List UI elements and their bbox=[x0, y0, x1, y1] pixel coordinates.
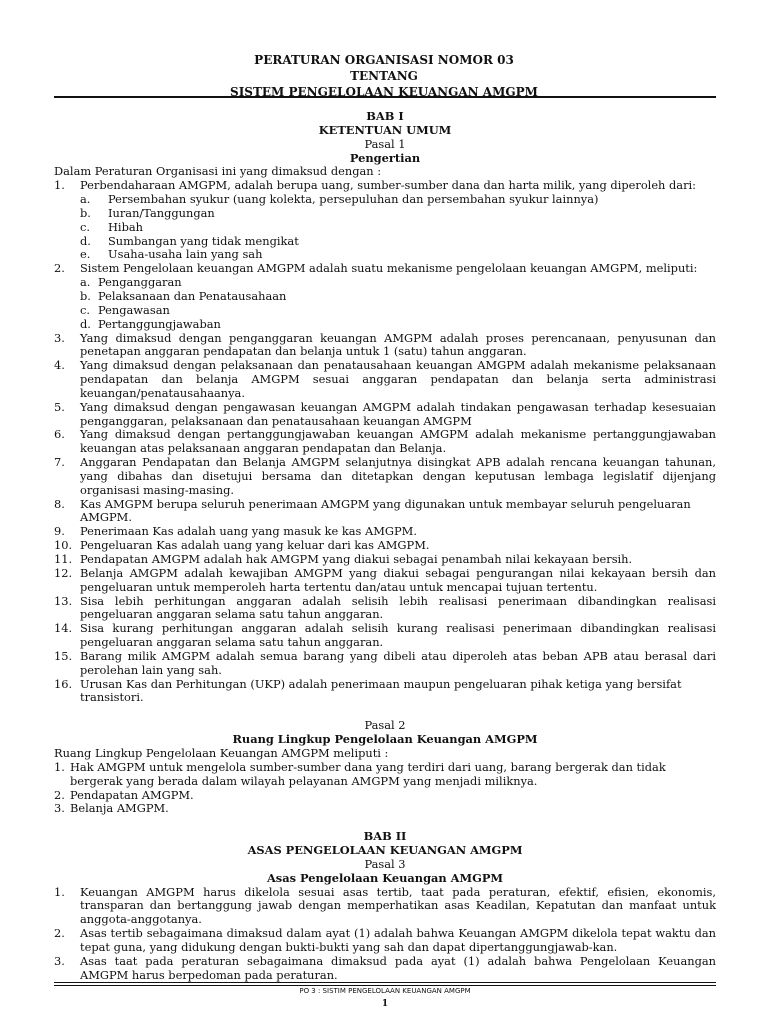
item-number: 16. bbox=[54, 676, 73, 691]
list-item bbox=[54, 761, 716, 789]
sub-letter: b. bbox=[80, 205, 91, 220]
item-number: 13. bbox=[54, 593, 73, 608]
item-text: Sisa lebih perhitungan anggaran adalah selisih lebih realisasi penerimaan dibandingkan realisasi pengeluaran anggaran selama satu tahun anggaran. bbox=[80, 593, 716, 622]
item-number: 2. bbox=[54, 787, 65, 802]
sub-text: Persembahan syukur (uang kolekta, persepuluhan dan persembahan syukur lainnya) bbox=[108, 192, 599, 207]
list-item bbox=[54, 428, 716, 456]
item-number: 6. bbox=[54, 427, 65, 442]
item-text: Sistem Pengelolaan keuangan AMGPM adalah suatu mekanisme pengelolaan keuangan AMGPM, meliputi: bbox=[80, 261, 698, 276]
bab2-title: BAB II bbox=[363, 829, 407, 844]
list-item bbox=[54, 401, 716, 429]
item-number: 1. bbox=[54, 759, 65, 774]
pasal2-label: Pasal 2 bbox=[364, 718, 406, 733]
sub-item bbox=[54, 235, 716, 249]
sub-item bbox=[54, 221, 716, 235]
sub-letter: d. bbox=[80, 316, 91, 331]
item-text: Pendapatan AMGPM. bbox=[70, 787, 194, 802]
item-text: Yang dimaksud dengan penganggaran keuangan AMGPM adalah proses perencanaan, penyusunan dan penetapan anggaran pendapatan dan belanja untuk 1 (satu) tahun anggaran. bbox=[80, 330, 716, 359]
list-item bbox=[54, 553, 716, 567]
list-item bbox=[54, 650, 716, 678]
sub-item bbox=[54, 276, 716, 290]
item-number: 15. bbox=[54, 648, 73, 663]
header-title: PERATURAN ORGANISASI NOMOR 03 bbox=[254, 53, 514, 67]
list-item bbox=[54, 567, 716, 595]
footer-divider-thin bbox=[54, 985, 716, 986]
list-item bbox=[54, 886, 716, 928]
sub-letter: b. bbox=[80, 288, 91, 303]
sub-letter: a. bbox=[80, 275, 91, 290]
item-number: 9. bbox=[54, 524, 65, 539]
list-item bbox=[54, 955, 716, 983]
item-number: 11. bbox=[54, 552, 73, 566]
list-item bbox=[54, 539, 716, 553]
sub-item bbox=[54, 207, 716, 221]
item-text: Asas taat pada peraturan sebagaimana dimaksud pada ayat (1) adalah bahwa Pengelolaan Keuangan AMGPM harus berpedoman pada peraturan. bbox=[80, 953, 716, 982]
item-number: 10. bbox=[54, 538, 73, 553]
item-number: 12. bbox=[54, 565, 73, 580]
item-text: Perbendaharaan AMGPM, adalah berupa uang, sumber-sumber dana dan harta milik, yang diperoleh dari: bbox=[80, 178, 697, 193]
sub-letter: e. bbox=[80, 247, 91, 262]
header-subject: SISTEM PENGELOLAAN KEUANGAN AMGPM bbox=[230, 85, 538, 99]
item-text: Kas AMGPM berupa seluruh penerimaan AMGPM yang digunakan untuk membayar seluruh pengeluaran AMGPM. bbox=[80, 496, 691, 525]
pasal3-title: Asas Pengelolaan Keuangan AMGPM bbox=[266, 870, 504, 885]
item-number: 8. bbox=[54, 496, 65, 511]
sub-item bbox=[54, 304, 716, 318]
item-number: 1. bbox=[54, 178, 65, 193]
item-number: 4. bbox=[54, 358, 65, 373]
list-item bbox=[54, 179, 716, 193]
bab2-subtitle: ASAS PENGELOLAAN KEUANGAN AMGPM bbox=[247, 843, 523, 858]
item-text: Sisa kurang perhitungan anggaran adalah selisih kurang realisasi penerimaan dibandingkan realisasi pengeluaran anggaran selama satu tahun anggaran. bbox=[80, 621, 716, 650]
item-number: 14. bbox=[54, 621, 73, 636]
sub-letter: d. bbox=[80, 233, 91, 248]
sub-item bbox=[54, 290, 716, 304]
pasal1-label: Pasal 1 bbox=[364, 136, 406, 151]
pasal2-intro: Ruang Lingkup Pengelolaan Keuangan AMGPM meliputi : bbox=[54, 745, 389, 760]
list-item bbox=[54, 525, 716, 539]
footer-text: PO 3 : SISTIM PENGELOLAAN KEUANGAN AMGPM bbox=[299, 987, 471, 995]
sub-letter: a. bbox=[80, 192, 91, 207]
list-item bbox=[54, 678, 716, 706]
pasal3-label: Pasal 3 bbox=[364, 856, 406, 871]
list-item bbox=[54, 622, 716, 650]
sub-text: Pelaksanaan dan Penatausahaan bbox=[98, 288, 287, 303]
bab1-title: BAB I bbox=[366, 109, 404, 123]
item-number: 5. bbox=[54, 399, 65, 414]
item-number: 2. bbox=[54, 261, 65, 276]
sub-letter: c. bbox=[80, 219, 91, 234]
sub-text: Usaha-usaha lain yang sah bbox=[108, 247, 263, 262]
sub-letter: c. bbox=[80, 302, 91, 317]
item-text: Hak AMGPM untuk mengelola sumber-sumber dana yang terdiri dari uang, barang bergerak dan tidak bergerak yang berada dalam wilayah pelayanan AMGPM yang menjadi miliknya. bbox=[70, 759, 666, 788]
list-item bbox=[54, 802, 716, 816]
list-item bbox=[54, 332, 716, 360]
sub-text: Penganggaran bbox=[98, 275, 182, 290]
sub-item bbox=[54, 318, 716, 332]
list-item bbox=[54, 456, 716, 498]
header-tentang: TENTANG bbox=[350, 69, 418, 83]
page-number: 1 bbox=[381, 999, 389, 1009]
item-text: Keuangan AMGPM harus dikelola sesuai asas tertib, taat pada peraturan, efektif, efisien, ekonomis, transparan dan bertanggung jawab dengan memperhatikan asas Keadilan, Kepatutan dan manfaat untuk anggota-anggotanya. bbox=[80, 884, 716, 927]
list-item bbox=[54, 595, 716, 623]
item-text: Belanja AMGPM. bbox=[70, 801, 169, 816]
header-divider bbox=[54, 96, 716, 98]
sub-item bbox=[54, 248, 716, 262]
item-text: Urusan Kas dan Perhitungan (UKP) adalah penerimaan maupun pengeluaran pihak ketiga yang bersifat transistori. bbox=[80, 676, 682, 705]
list-item bbox=[54, 262, 716, 276]
sub-text: Hibah bbox=[108, 219, 143, 234]
sub-text: Pengawasan bbox=[98, 302, 170, 317]
item-text: Pendapatan AMGPM adalah hak AMGPM yang diakui sebagai penambah nilai kekayaan bersih. bbox=[80, 552, 633, 566]
pasal1-intro: Dalam Peraturan Organisasi ini yang dimaksud dengan : bbox=[54, 164, 382, 179]
item-text: Anggaran Pendapatan dan Belanja AMGPM selanjutnya disingkat APB adalah rencana keuangan tahunan, yang dibahas dan disetujui bersama dan ditetapkan dengan keputusan lembaga legislatif dijenjang organisasi masing-masing. bbox=[80, 455, 716, 497]
list-item bbox=[54, 927, 716, 955]
item-text: Belanja AMGPM adalah kewajiban AMGPM yang diakui sebagai pengurangan nilai kekayaan bersih dan pengeluaran untuk memperoleh harta tertentu dan/atau untuk mencapai tujuan tertentu. bbox=[80, 565, 716, 594]
item-number: 3. bbox=[54, 801, 65, 816]
document-body bbox=[54, 110, 716, 982]
item-text: Asas tertib sebagaimana dimaksud dalam ayat (1) adalah bahwa Keuangan AMGPM dikelola tepat waktu dan tepat guna, yang didukung dengan bukti-bukti yang sah dan dapat dipertanggungjawab-kan. bbox=[80, 926, 716, 954]
item-text: Penerimaan Kas adalah uang yang masuk ke kas AMGPM. bbox=[80, 524, 417, 539]
item-text: Yang dimaksud dengan pelaksanaan dan penatausahaan keuangan AMGPM adalah mekanisme pelaksanaan pendapatan dan belanja AMGPM sesuai anggaran pendapatan dan belanja serta administrasi keuangan/penatausahaanya. bbox=[80, 358, 716, 400]
item-text: Yang dimaksud dengan pertanggungjawaban keuangan AMGPM adalah mekanisme pertanggungjawaban keuangan atas pelaksanaan anggaran pendapatan dan Belanja. bbox=[80, 427, 716, 456]
item-text: Pengeluaran Kas adalah uang yang keluar dari kas AMGPM. bbox=[80, 538, 430, 553]
pasal1-title: Pengertian bbox=[349, 150, 421, 165]
sub-item bbox=[54, 193, 716, 207]
item-number: 1. bbox=[54, 884, 65, 899]
pasal2-title: Ruang Lingkup Pengelolaan Keuangan AMGPM bbox=[232, 732, 538, 747]
item-number: 3. bbox=[54, 953, 65, 968]
bab1-subtitle: KETENTUAN UMUM bbox=[318, 122, 452, 137]
footer-divider bbox=[54, 982, 716, 983]
sub-text: Pertanggungjawaban bbox=[98, 316, 221, 331]
list-item bbox=[54, 498, 716, 526]
item-text: Yang dimaksud dengan pengawasan keuangan AMGPM adalah tindakan pengawasan terhadap kesesuaian penganggaran, pelaksanaan dan penatausahaan keuangan AMGPM bbox=[80, 399, 716, 428]
document-header bbox=[54, 52, 714, 100]
sub-text: Iuran/Tanggungan bbox=[108, 205, 215, 220]
sub-text: Sumbangan yang tidak mengikat bbox=[108, 233, 299, 248]
item-number: 7. bbox=[54, 455, 65, 470]
item-number: 2. bbox=[54, 926, 65, 941]
list-item bbox=[54, 359, 716, 401]
item-text: Barang milik AMGPM adalah semua barang yang dibeli atau diperoleh atas beban APB atau berasal dari perolehan lain yang sah. bbox=[80, 648, 716, 677]
item-number: 3. bbox=[54, 330, 65, 345]
list-item bbox=[54, 789, 716, 803]
